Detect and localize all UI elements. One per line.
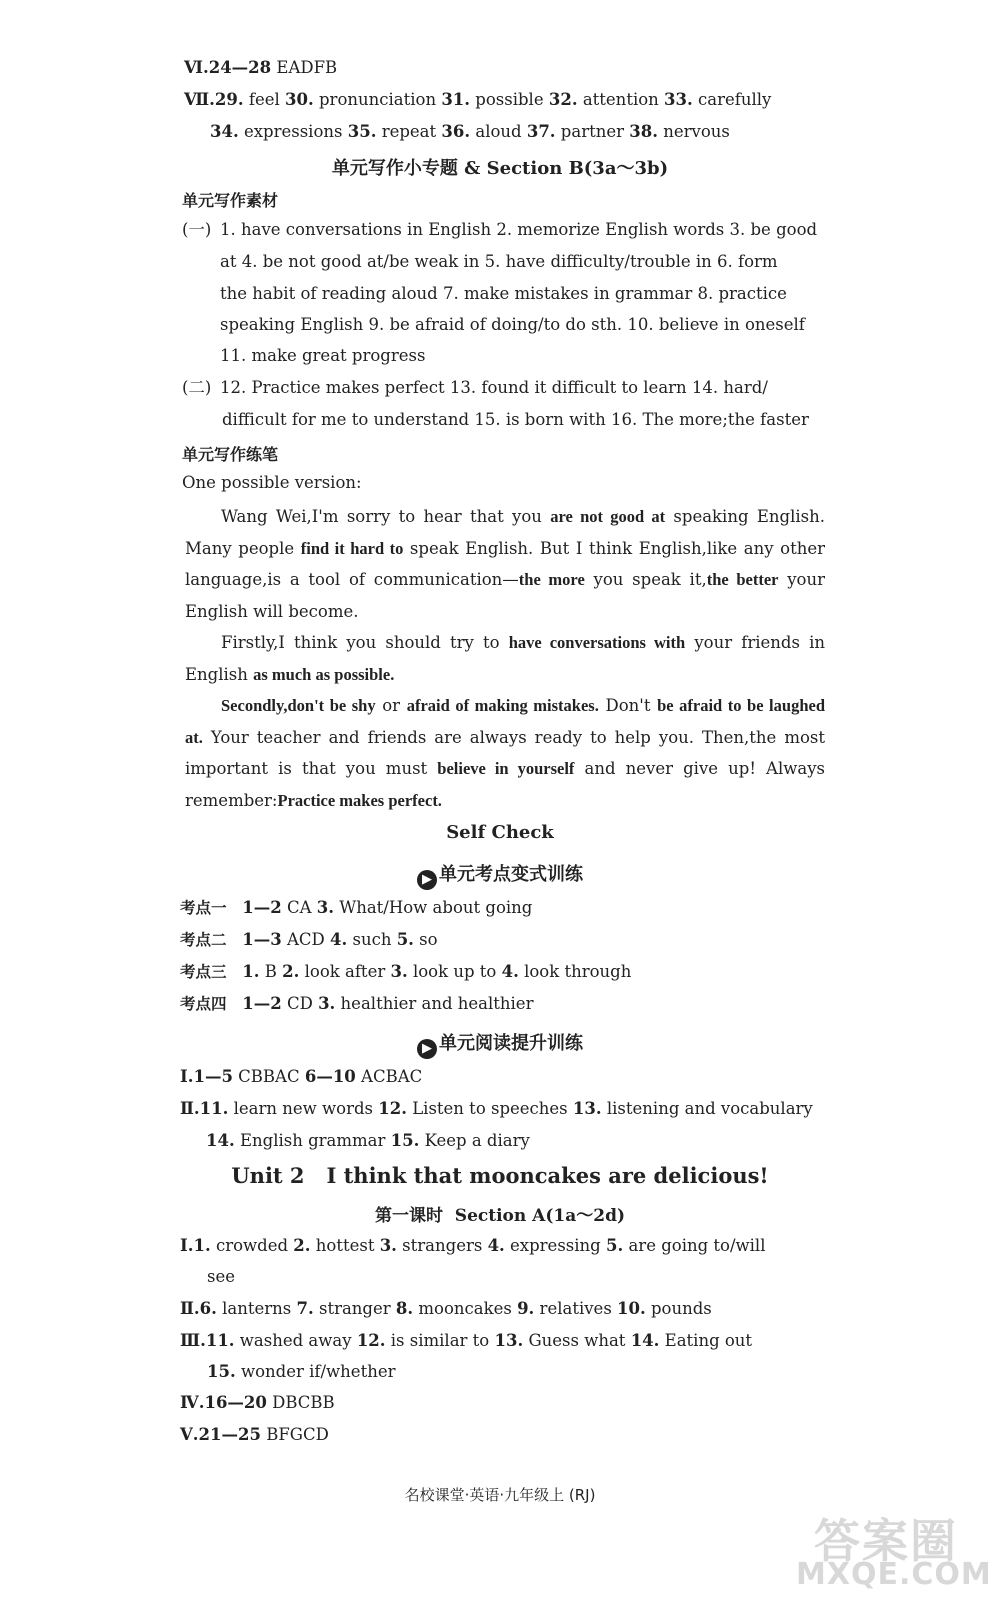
section-title-reading: ▶ 单元阅读提升训练: [0, 1029, 1000, 1059]
practice-intro: One possible version:: [182, 473, 362, 492]
material-p1-label: (一): [182, 220, 212, 239]
unit2-line-1: Ⅰ.1. crowded 2. hottest 3. strangers 4. expressing 5. are going to/will: [180, 1236, 766, 1255]
answer-line-6: Ⅵ.24—28 EADFB: [184, 58, 338, 77]
play-circle-icon: ▶: [417, 1039, 437, 1059]
material-p2-line: 12. Practice makes perfect 13. found it difficult to learn 14. hard/: [220, 378, 768, 397]
reading-line-2: Ⅱ.11. learn new words 12. Listen to speeches 13. listening and vocabulary: [180, 1099, 813, 1118]
essay-key-phrase: find it hard to: [300, 538, 404, 558]
writing-material-heading: 单元写作素材: [182, 191, 279, 210]
kaodian-item: 考点四 1—2 CD 3. healthier and healthier: [180, 994, 534, 1013]
essay-paragraph-3: [185, 690, 825, 816]
essay-text: your English will become.: [185, 570, 826, 621]
page-footer: 名校课堂·英语·九年级上 (RJ): [404, 1486, 596, 1504]
writing-practice-heading: 单元写作练笔: [182, 445, 279, 464]
essay-text: your friends in English: [185, 633, 825, 684]
play-circle-icon: ▶: [417, 870, 437, 890]
kaodian-item: 考点二 1—3 ACD 4. such 5. so: [180, 930, 438, 949]
essay-text: or: [375, 696, 407, 715]
essay-key-phrase: be afraid to be laughed at.: [185, 696, 825, 747]
section-title-kaodian: ▶ 单元考点变式训练: [0, 860, 1000, 890]
unit2-line-3b: 15. wonder if/whether: [207, 1362, 396, 1381]
essay-key-phrase: the more: [518, 570, 585, 589]
essay-key-phrase: have conversations with: [508, 633, 686, 652]
unit2-line-4: Ⅳ.16—20 DBCBB: [180, 1393, 335, 1412]
material-p1-line: the habit of reading aloud 7. make mistakes in grammar 8. practice: [220, 284, 787, 303]
essay-text: and never give up! Always remember:: [185, 759, 825, 810]
essay-text: Firstly,I think you should try to: [221, 633, 509, 652]
watermark-text: MXQE.COM: [796, 1557, 992, 1592]
essay-key-phrase: Secondly,don't be shy: [221, 696, 376, 715]
kaodian-item: 考点一 1—2 CA 3. What/How about going: [180, 898, 533, 917]
essay-paragraph-1: [185, 501, 825, 627]
reading-line-3: 14. English grammar 15. Keep a diary: [206, 1131, 530, 1150]
answer-line-7: Ⅶ.29. feel 30. pronunciation 31. possible 32. attention 33. carefully: [184, 90, 772, 109]
material-p1-line: 11. make great progress: [220, 346, 426, 365]
essay-text: Your teacher and friends are always ready to help you. Then,the most important is that you must: [185, 727, 825, 778]
unit2-line-1b: see: [207, 1267, 235, 1286]
essay-key-phrase: the better: [706, 570, 779, 589]
essay-key-phrase: Practice makes perfect.: [277, 790, 442, 810]
watermark-text: 答案圈: [814, 1514, 958, 1568]
site-watermark-logo: [788, 1505, 992, 1595]
essay-text: Don't: [598, 696, 658, 715]
essay-key-phrase: as much as possible.: [253, 664, 395, 684]
essay-key-phrase: believe in yourself: [437, 759, 575, 778]
material-p2-label: (二): [182, 378, 212, 397]
self-check-title: Self Check: [446, 822, 554, 843]
material-p1-line: at 4. be not good at/be weak in 5. have difficulty/trouble in 6. form: [220, 252, 778, 271]
reading-line-1: Ⅰ.1—5 CBBAC 6—10 ACBAC: [180, 1067, 423, 1086]
essay-text: Wang Wei,I'm sorry to hear that you: [221, 507, 551, 526]
lesson-1-title: 第一课时 Section A(1a～2d): [374, 1206, 626, 1226]
unit2-line-2: Ⅱ.6. lanterns 7. stranger 8. mooncakes 9. relatives 10. pounds: [180, 1299, 712, 1318]
section-b-title: 单元写作小专题 & Section B(3a～3b): [331, 158, 669, 179]
unit2-line-3: Ⅲ.11. washed away 12. is similar to 13. Guess what 14. Eating out: [180, 1331, 753, 1350]
material-p1-line: speaking English 9. be afraid of doing/to do sth. 10. believe in oneself: [220, 315, 805, 334]
kaodian-item: 考点三 1. B 2. look after 3. look up to 4. look through: [180, 962, 632, 981]
essay-text: speaking English. Many people: [185, 507, 825, 558]
essay-key-phrase: are not good at: [550, 507, 666, 526]
essay-text: speak English. But I think English,like any other language,is a tool of communication—: [185, 538, 825, 589]
essay-key-phrase: afraid of making mistakes.: [406, 696, 599, 715]
answer-line-7b: 34. expressions 35. repeat 36. aloud 37. partner 38. nervous: [210, 122, 730, 141]
essay-text: you speak it,: [584, 570, 707, 589]
essay-paragraph-2: [185, 627, 825, 690]
material-p2-line: difficult for me to understand 15. is born with 16. The more;the faster: [222, 410, 809, 429]
unit2-line-5: Ⅴ.21—25 BFGCD: [180, 1425, 329, 1444]
material-p1-line: 1. have conversations in English 2. memorize English words 3. be good: [220, 220, 818, 239]
unit-2-title: Unit 2 I think that mooncakes are delicious!: [231, 1163, 769, 1188]
